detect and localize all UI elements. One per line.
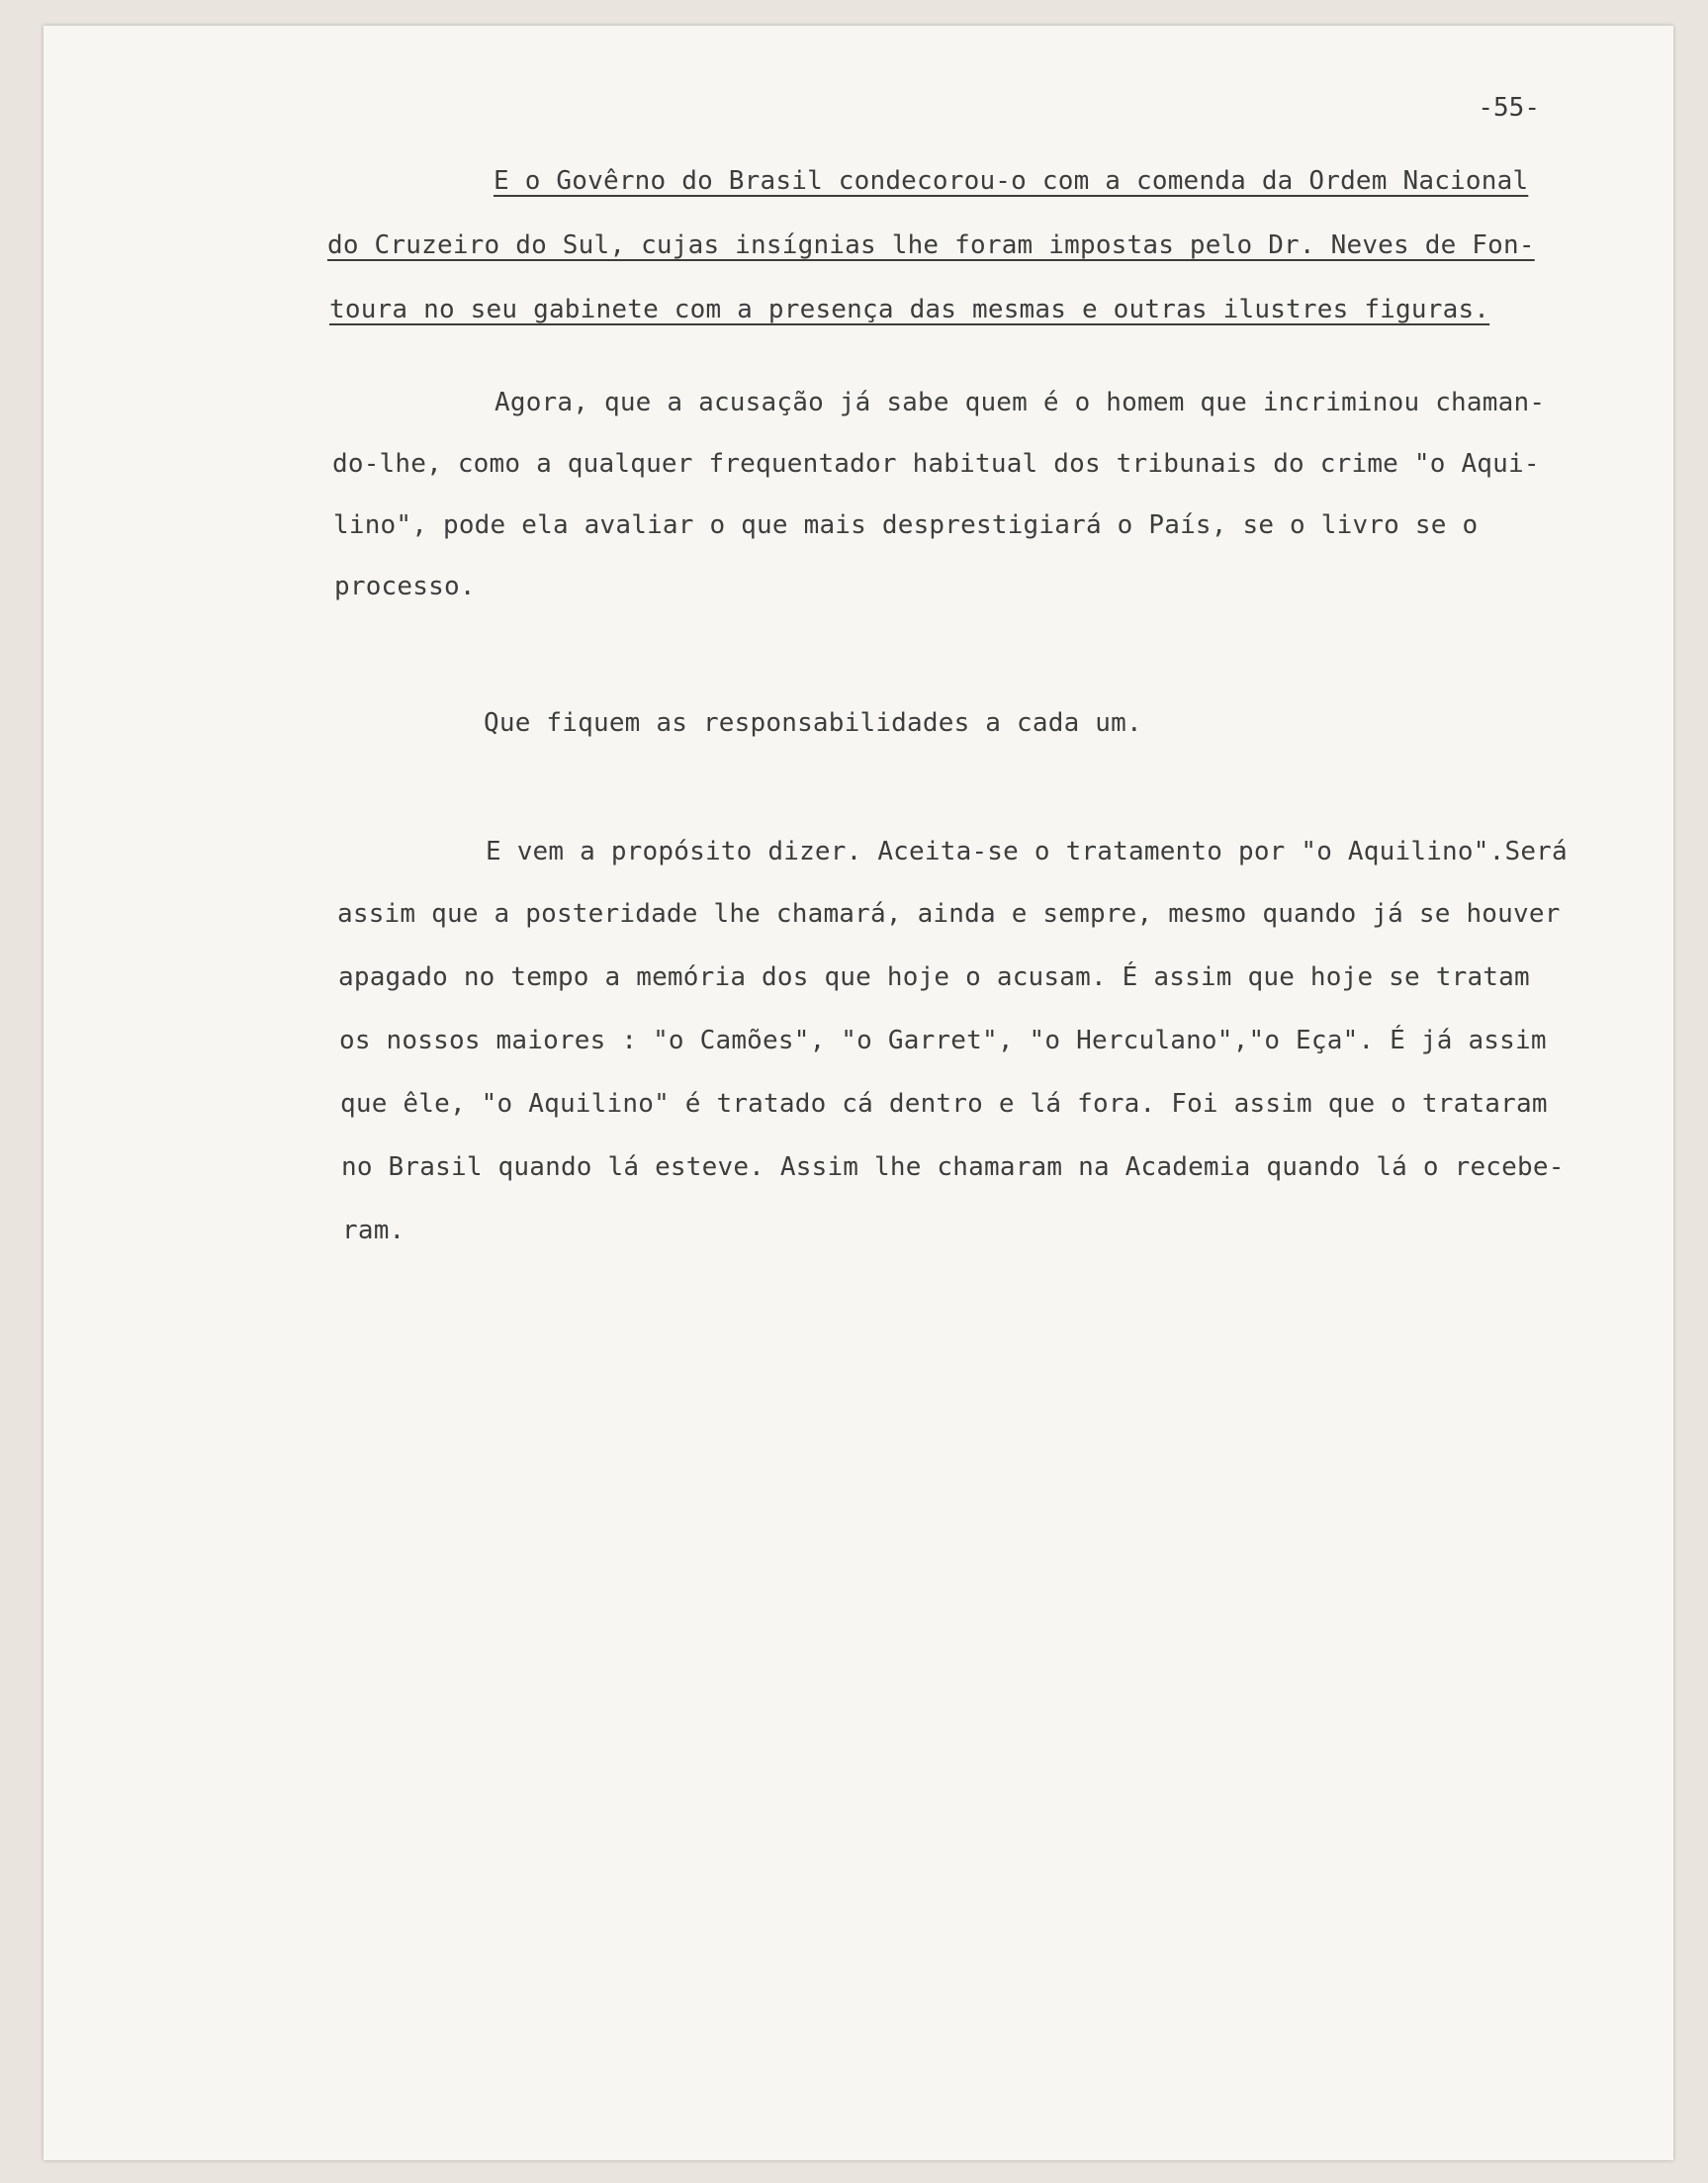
paragraph-2-line-2: do-lhe, como a qualquer frequentador habitual dos tribunais do crime "o Aqui-: [332, 449, 1540, 479]
paragraph-4-line-6: no Brasil quando lá esteve. Assim lhe chamaram na Academia quando lá o recebe-: [341, 1152, 1565, 1182]
paragraph-2-line-1: Agora, que a acusação já sabe quem é o homem que incriminou chaman-: [494, 388, 1546, 417]
paragraph-4-line-5: que êle, "o Aquilino" é tratado cá dentro e lá fora. Foi assim que o trataram: [340, 1089, 1548, 1119]
paragraph-1-line-2: do Cruzeiro do Sul, cujas insígnias lhe foram impostas pelo Dr. Neves de Fon-: [327, 230, 1535, 260]
paragraph-1-line-1: E o Govêrno do Brasil condecorou-o com a comenda da Ordem Nacional: [494, 166, 1529, 196]
paragraph-4-line-3: apagado no tempo a memória dos que hoje o acusam. É assim que hoje se tratam: [338, 962, 1530, 992]
paragraph-1-line-3: toura no seu gabinete com a presença das mesmas e outras ilustres figuras.: [329, 295, 1490, 324]
paragraph-4-line-2: assim que a posteridade lhe chamará, ainda e sempre, mesmo quando já se houver: [337, 899, 1561, 929]
page-number: -55-: [1478, 93, 1540, 123]
paragraph-4-line-1: E vem a propósito dizer. Aceita-se o tratamento por "o Aquilino".Será: [486, 837, 1568, 866]
paragraph-4-line-4: os nossos maiores : "o Camões", "o Garret", "o Herculano","o Eça". É já assim: [339, 1026, 1547, 1055]
paragraph-2-line-4: processo.: [334, 572, 476, 601]
document-page: [44, 26, 1673, 2160]
paragraph-3-line-1: Que fiquem as responsabilidades a cada um.: [484, 708, 1142, 738]
paragraph-4-line-7: ram.: [342, 1216, 405, 1245]
paragraph-2-line-3: lino", pode ela avaliar o que mais desprestigiará o País, se o livro se o: [333, 510, 1479, 540]
